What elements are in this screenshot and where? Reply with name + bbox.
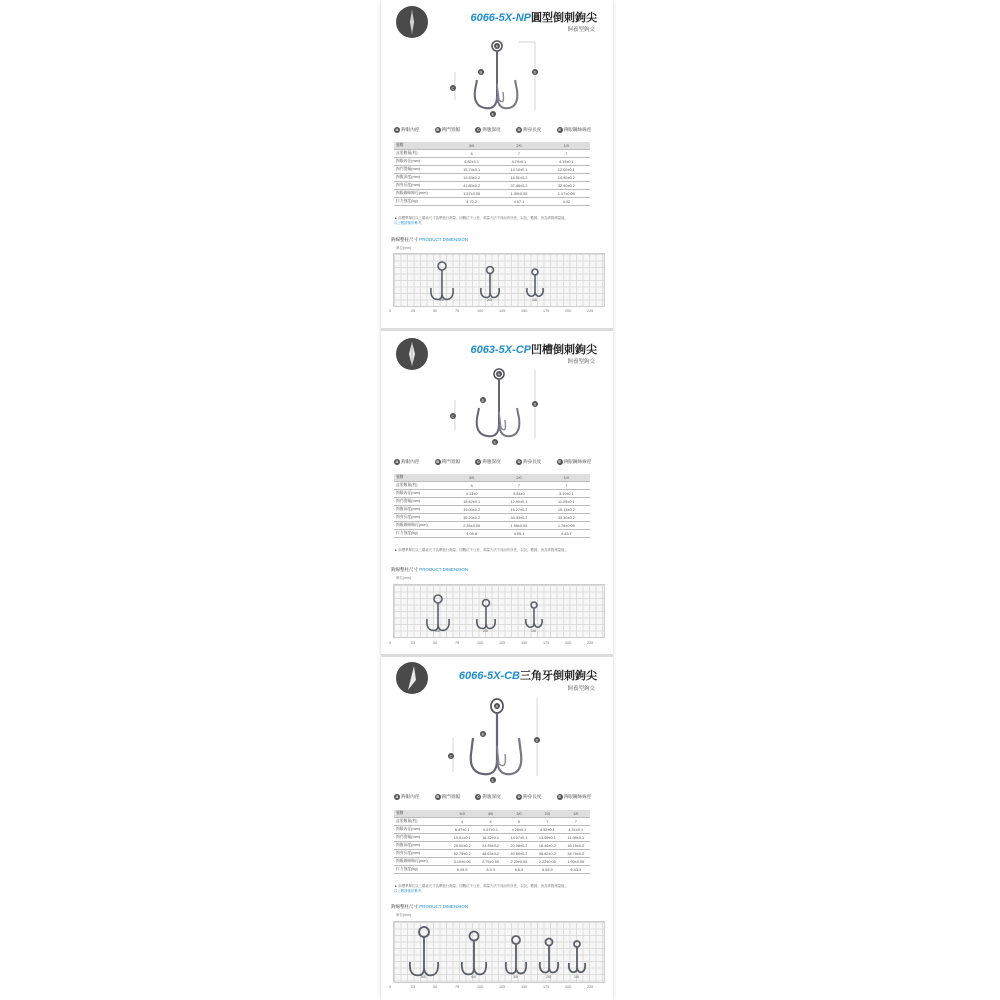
table-cell: 2/0	[495, 474, 542, 482]
svg-text:B: B	[481, 398, 484, 403]
table-cell: 4.26±0.1	[505, 826, 533, 834]
hook-size-label: 2/0	[546, 975, 551, 979]
table-header-row	[394, 142, 590, 150]
hook-size-label: 2/0	[483, 629, 488, 633]
table-header-row	[394, 810, 590, 818]
table-cell: 5/0	[448, 810, 476, 818]
svg-text:A: A	[495, 704, 498, 709]
table-row	[394, 506, 590, 514]
table-cell: 5	[448, 482, 495, 490]
table-row	[394, 190, 590, 198]
treble-hook-diagram	[435, 694, 545, 786]
table-cell: 19.53±0.2	[448, 174, 495, 182]
table-row	[394, 834, 590, 842]
svg-text:C: C	[451, 414, 455, 419]
table-cell: 5.57±0.1	[476, 826, 504, 834]
table-cell: 34.75±0.2	[562, 850, 590, 858]
table-cell: 4.19±0.1	[543, 158, 590, 166]
table-cell: 鉤門寬幅(mm)	[394, 498, 448, 506]
spec-table	[394, 142, 590, 206]
table-cell: 1/0	[543, 474, 590, 482]
table-cell: 23.35±0.2	[476, 842, 504, 850]
table-cell: 4.52±0.1	[533, 826, 561, 834]
unit-label: 單位(mm)	[396, 913, 412, 917]
table-cell: 5	[505, 818, 533, 826]
hook-size-label: 5/0	[421, 975, 426, 979]
table-cell: 11.25±0.1	[543, 498, 590, 506]
table-cell: 2.35±0.05	[448, 522, 495, 530]
table-row	[394, 514, 590, 522]
product-dimension-title: 鉤線整柱尺寸 PRODUCT DIMENSION	[391, 237, 469, 242]
table-cell: 34.33±0.2	[495, 514, 542, 522]
table-cell: 19.00±0.2	[448, 506, 495, 514]
table-row	[394, 174, 590, 182]
table-cell: 40.69±0.2	[505, 850, 533, 858]
warning-icon: ▲	[394, 548, 398, 552]
table-cell: 4.09.8	[448, 530, 495, 538]
table-row	[394, 498, 590, 506]
table-cell: 號數	[394, 474, 448, 482]
table-row	[394, 158, 590, 166]
table-cell: 16.46±0.2	[533, 842, 561, 850]
table-cell: 35.20±0.2	[448, 514, 495, 522]
table-cell: 拉力強度(kg)	[394, 198, 448, 206]
warning-icon: ▲	[394, 884, 398, 888]
table-cell: 15.74±0.1	[448, 166, 495, 174]
hook-size-label: 1/0	[531, 629, 536, 633]
table-cell: 1.57±0.05	[448, 190, 495, 198]
measurement-note: ▲ 如標準單位以三碼表尺寸為準進行測量，因數位不公差、測量方法不同而有所差，以及。數據，皆為實際測量值。 以上數據僅供參考。	[394, 216, 568, 225]
table-cell: 12.90±0.1	[495, 498, 542, 506]
spec-table	[394, 474, 590, 538]
dimension-grid	[393, 584, 605, 638]
treble-hook-diagram	[441, 364, 541, 450]
dimension-legend: A 鉤眼內徑 B 鉤門寬幅 C 鉤腹深度 D 鉤身長度 E 鉤眼鋼絲線徑	[395, 794, 592, 800]
table-cell: 15.42±0.1	[448, 498, 495, 506]
table-cell: 16.27±0.2	[495, 506, 542, 514]
hook-point-icon	[396, 662, 428, 694]
table-cell: 3/0	[505, 810, 533, 818]
table-cell: 4/0	[476, 810, 504, 818]
table-cell: 7	[562, 818, 590, 826]
table-cell: 25.00±0.2	[448, 842, 476, 850]
table-row	[394, 522, 590, 530]
table-cell: 7	[543, 482, 590, 490]
table-cell: 11.98±0.1	[562, 834, 590, 842]
measurement-note: ▲ 如標準單位以三碼表尺寸為準進行測量，因數位不公差、測量方法不同而有所差，以及。數據，皆為實際測量值。	[394, 548, 568, 552]
table-cell: 7	[543, 150, 590, 158]
svg-text:E: E	[491, 112, 494, 117]
table-cell: 4.13±0	[448, 490, 495, 498]
table-cell: 7	[495, 150, 542, 158]
table-cell: 7	[495, 482, 542, 490]
table-cell: 鉤腹深度(mm)	[394, 842, 448, 850]
table-row	[394, 842, 590, 850]
table-cell: 14.07±0.1	[505, 834, 533, 842]
svg-text:D: D	[533, 70, 537, 75]
product-title: 6066-5X-CB三角牙倒刺鉤尖	[458, 670, 597, 682]
table-row	[394, 482, 590, 490]
table-row	[394, 150, 590, 158]
product-subtitle: 飼養型鉤交	[567, 27, 595, 33]
table-cell: 38.82±0.2	[533, 850, 561, 858]
product-subtitle: 飼養型鉤交	[567, 359, 595, 365]
table-cell: 盒裝數量(枚)	[394, 818, 448, 826]
table-cell: 4.70.2	[448, 198, 495, 206]
table-cell: 號數	[394, 810, 448, 818]
section-6066-5x-np: 6066-5X-NP圓型倒刺鉤尖 飼養型鉤交 A B C D E A 鉤眼內徑 B 鉤門寬幅 C 鉤腹深度 D 鉤身長度 E 鉤眼鋼絲線徑 號數 3/0 2/0 1/0 盒裝數量(枚) 6 7 7 鉤眼內徑(mm) 4.82±0.1 4.79±0.1 4.19±0.1 鉤門寬幅(mm) 15.74±0.1 14.10±0.1 12.00±0.1 鉤腹深度(mm) 19.53±0.2 16.51±0.2 14.90±0.2 鉤身長度(mm) 41.80±0.2 37.46±0.2 32.90±0.2 鉤眼鋼絲線徑(mm) 1.57±0.05 1.39±0.05 1.17±0.05 拉力強度(kg) 4.70.2 4.07.1 4.42 ▲ 如標準單位以三碼表尺寸為準進行測量，因數位不公差、測量方法不同而有所差，以及。數據，皆為實際測量值。 以上數據僅供參考。 鉤線整柱尺寸 PRODUCT DIMENSION 單位(mm) 3/0 2/0 1/0 0 25 50 75 100 125 150 175 200 225	[381, 0, 613, 330]
svg-text:E: E	[491, 778, 494, 783]
hook-size-label: 3/0	[513, 975, 518, 979]
table-cell: 3/0	[448, 474, 495, 482]
svg-text:D: D	[535, 738, 539, 743]
table-cell: 4.05.1	[495, 530, 542, 538]
table-cell: 15.13±0.2	[543, 506, 590, 514]
table-cell: 52.75±0.2	[448, 850, 476, 858]
svg-text:E: E	[493, 440, 496, 445]
table-cell: 6.55.9	[533, 866, 561, 874]
table-cell: 3.10±0.1	[543, 490, 590, 498]
table-cell: 1/0	[543, 142, 590, 150]
table-cell: 7	[533, 818, 561, 826]
table-cell: 號數	[394, 142, 448, 150]
table-cell: 鉤眼鋼絲線徑(mm)	[394, 858, 448, 866]
table-row	[394, 530, 590, 538]
section-6063-5x-cp: 6063-5X-CP凹槽倒刺鉤尖 飼養型鉤交 A B C D E A 鉤眼內徑 B 鉤門寬幅 C 鉤腹深度 D 鉤身長度 E 鉤眼鋼絲線徑 號數 3/0 2/0 1/0 盒裝數量(枚) 5 7 7 鉤眼內徑(mm) 4.13±0 3.84±0 3.10±0.1 鉤門寬幅(mm) 15.42±0.1 12.90±0.1 11.25±0.1 鉤腹深度(mm) 19.00±0.2 16.27±0.2 15.13±0.2 鉤身長度(mm) 35.20±0.2 34.33±0.2 30.30±0.2 鉤眼鋼絲線徑(mm) 2.35±0.05 1.95±0.05 1.76±0.05 拉力強度(kg) 4.09.8 4.05.1 4.43.7 ▲ 如標準單位以三碼表尺寸為準進行測量，因數位不公差、測量方法不同而有所差，以及。數據，皆為實際測量值。 鉤線整柱尺寸 PRODUCT DIMENSION 單位(mm) 3/0 2/0 1/0 0 25 50 75 100 125 150 175 200 225	[381, 332, 613, 652]
section-divider	[381, 654, 613, 657]
table-cell: 19.51±0.1	[448, 834, 476, 842]
table-row	[394, 866, 590, 874]
table-cell: 3.84±0	[495, 490, 542, 498]
spec-table	[394, 810, 590, 874]
table-cell: 41.80±0.2	[448, 182, 495, 190]
table-cell: 32.90±0.2	[543, 182, 590, 190]
table-cell: 鉤身長度(mm)	[394, 850, 448, 858]
unit-label: 單位(mm)	[396, 576, 412, 580]
table-cell: 鉤腹深度(mm)	[394, 506, 448, 514]
hook-size-label: 1/0	[574, 975, 579, 979]
table-header-row	[394, 474, 590, 482]
table-row	[394, 166, 590, 174]
svg-text:D: D	[533, 402, 537, 407]
table-cell: 盒裝數量(枚)	[394, 482, 448, 490]
hook-size-label: 3/0	[439, 298, 444, 302]
product-sheet	[381, 0, 613, 1000]
table-cell: 4.31±0.1	[562, 826, 590, 834]
table-row	[394, 858, 590, 866]
table-cell: 30.30±0.2	[543, 514, 590, 522]
product-dimension-title: 鉤線整柱尺寸 PRODUCT DIMENSION	[391, 904, 469, 909]
table-cell: 4.42	[543, 198, 590, 206]
table-cell: 2/0	[533, 810, 561, 818]
table-cell: 2.22±0.05	[533, 858, 561, 866]
table-cell: 2.20±0.05	[505, 858, 533, 866]
table-cell: 1.39±0.05	[495, 190, 542, 198]
table-cell: 12.00±0.1	[543, 166, 590, 174]
unit-label: 單位(mm)	[396, 246, 412, 250]
table-cell: 鉤身長度(mm)	[394, 182, 448, 190]
hook-size-label: 4/0	[471, 975, 476, 979]
table-cell: 4.43.7	[543, 530, 590, 538]
table-row	[394, 826, 590, 834]
measurement-note: ▲ 如標準單位以三碼表尺寸為準進行測量，因數位不公差、測量方法不同而有所差，以及。數據，皆為實際測量值。 以上數據僅供參考。	[394, 884, 568, 893]
table-cell: 48.63±0.2	[476, 850, 504, 858]
product-dimension-title: 鉤線整柱尺寸 PRODUCT DIMENSION	[391, 567, 469, 572]
table-cell: 3/0	[448, 142, 495, 150]
table-cell: 6.6.5	[505, 866, 533, 874]
table-cell: 14.10±0.1	[495, 166, 542, 174]
product-title: 6063-5X-CP凹槽倒刺鉤尖	[470, 344, 597, 356]
table-cell: 4.07.1	[495, 198, 542, 206]
warning-icon: ▲	[394, 216, 398, 220]
table-cell: 鉤門寬幅(mm)	[394, 166, 448, 174]
table-cell: 2/0	[495, 142, 542, 150]
table-cell: 6.43.3	[562, 866, 590, 874]
table-cell: 鉤眼內徑(mm)	[394, 490, 448, 498]
table-cell: 4	[448, 818, 476, 826]
svg-text:B: B	[479, 70, 482, 75]
table-cell: 1.95±0.05	[495, 522, 542, 530]
table-cell: 鉤眼內徑(mm)	[394, 826, 448, 834]
table-cell: 鉤腹深度(mm)	[394, 174, 448, 182]
table-cell: 9.09.5	[448, 866, 476, 874]
table-cell: 16.51±0.2	[495, 174, 542, 182]
table-cell: 4	[476, 818, 504, 826]
table-cell: 13.69±0.1	[533, 834, 561, 842]
table-cell: 14.90±0.2	[543, 174, 590, 182]
table-row	[394, 198, 590, 206]
table-cell: 4.82±0.1	[448, 158, 495, 166]
table-cell: 1/0	[562, 810, 590, 818]
table-cell: 盒裝數量(枚)	[394, 150, 448, 158]
dimension-grid	[393, 921, 605, 983]
hook-size-label: 2/0	[487, 298, 492, 302]
table-row	[394, 850, 590, 858]
table-cell: 鉤眼鋼絲線徑(mm)	[394, 522, 448, 530]
table-cell: 鉤門寬幅(mm)	[394, 834, 448, 842]
svg-text:C: C	[451, 86, 455, 91]
table-cell: 拉力強度(kg)	[394, 530, 448, 538]
table-cell: 4.79±0.1	[495, 158, 542, 166]
table-row	[394, 818, 590, 826]
table-cell: 6.47±0.1	[448, 826, 476, 834]
dimension-grid	[393, 253, 605, 307]
table-cell: 16.15±0.2	[562, 842, 590, 850]
svg-text:A: A	[495, 44, 498, 49]
hook-point-icon	[396, 6, 428, 38]
product-title: 6066-5X-NP圓型倒刺鉤尖	[470, 12, 597, 24]
table-cell: 1.76±0.05	[543, 522, 590, 530]
section-6066-5x-cb: 6066-5X-CB三角牙倒刺鉤尖 飼養型鉤交 A B C D E A 鉤眼內徑 B 鉤門寬幅 C 鉤腹深度 D 鉤身長度 E 鉤眼鋼絲線徑 號數 5/0 4/0 3/0 2/0 1/0 盒裝數量(枚) 4 4 5 7 7 鉤眼內徑(mm) 6.47±0.1 5.57±0.1 4.26±0.1 4.52±0.1 4.31±0.1 鉤門寬幅(mm) 19.51±0.1 16.32±0.1 14.07±0.1 13.69±0.1 11.98±0.1 鉤腹深度(mm) 25.00±0.2 23.35±0.2 20.38±0.2 16.46±0.2 16.15±0.2 鉤身長度(mm) 52.75±0.2 48.63±0.2 40.69±0.2 38.82±0.2 34.75±0.2 鉤眼鋼絲線徑(mm) 3.10±0.05 2.75±0.05 2.20±0.05 2.22±0.05 1.90±0.05 拉力強度(kg) 9.09.5 8.5.3 6.6.5 6.55.9 6.43.3 ▲ 如標準單位以三碼表尺寸為準進行測量，因數位不公差、測量方法不同而有所差，以及。數據，皆為實際測量值。 以上數據僅供參考。 鉤線整柱尺寸 PRODUCT DIMENSION 單位(mm) 5/0 4/0 3/0 2/0 1/0 0 25 50 75 100 125 150 175 200 225	[381, 658, 613, 1000]
table-cell: 3.10±0.05	[448, 858, 476, 866]
table-cell: 1.17±0.05	[543, 190, 590, 198]
table-row	[394, 182, 590, 190]
table-cell: 2.75±0.05	[476, 858, 504, 866]
dimension-legend: A 鉤眼內徑 B 鉤門寬幅 C 鉤腹深度 D 鉤身長度 E 鉤眼鋼絲線徑	[395, 127, 592, 133]
table-row	[394, 490, 590, 498]
table-cell: 拉力強度(kg)	[394, 866, 448, 874]
table-cell: 20.38±0.2	[505, 842, 533, 850]
section-divider	[381, 328, 613, 331]
product-subtitle: 飼養型鉤交	[567, 686, 595, 692]
hook-size-label: 1/0	[532, 298, 537, 302]
table-cell: 6	[448, 150, 495, 158]
table-cell: 37.46±0.2	[495, 182, 542, 190]
table-cell: 8.5.3	[476, 866, 504, 874]
svg-text:C: C	[449, 754, 453, 759]
table-cell: 鉤身長度(mm)	[394, 514, 448, 522]
table-cell: 1.90±0.05	[562, 858, 590, 866]
svg-text:B: B	[481, 732, 484, 737]
hook-size-label: 3/0	[435, 629, 440, 633]
table-cell: 16.32±0.1	[476, 834, 504, 842]
svg-text:A: A	[497, 372, 500, 377]
hook-point-icon	[396, 338, 428, 370]
dimension-legend: A 鉤眼內徑 B 鉤門寬幅 C 鉤腹深度 D 鉤身長度 E 鉤眼鋼絲線徑	[395, 459, 592, 465]
treble-hook-diagram	[441, 34, 541, 120]
table-cell: 鉤眼鋼絲線徑(mm)	[394, 190, 448, 198]
table-cell: 鉤眼內徑(mm)	[394, 158, 448, 166]
